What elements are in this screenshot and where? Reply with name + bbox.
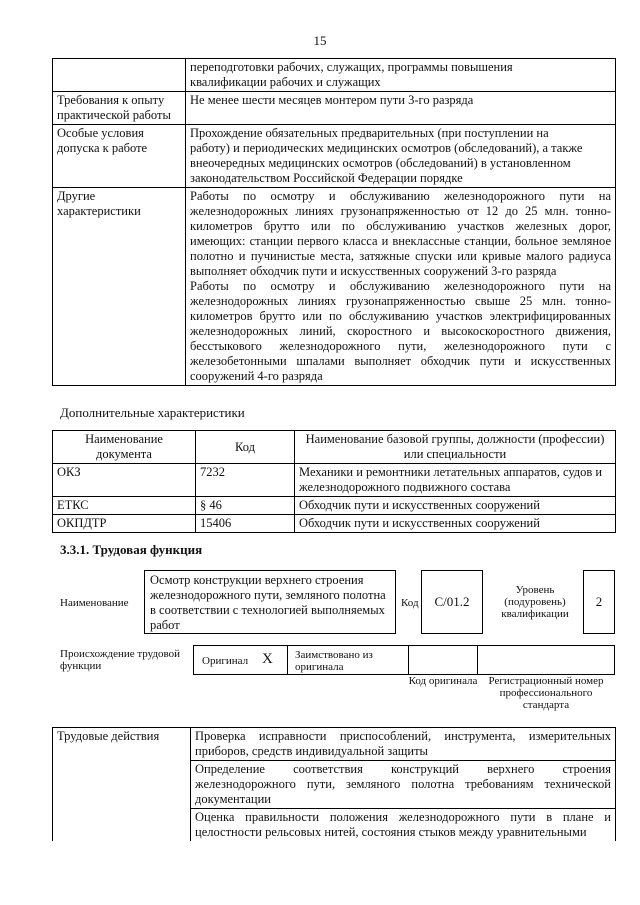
function-name-box	[144, 570, 396, 634]
original-mark: X	[262, 651, 273, 667]
additional-characteristics-table	[52, 430, 616, 533]
row-value: Не менее шести месяцев монтером пути 3-го разряда	[186, 92, 616, 125]
row-label: Другие характеристики	[53, 188, 186, 386]
borrowed-label: Заимствовано из оригинала	[295, 649, 373, 673]
additional-characteristics-title: Дополнительные характеристики	[60, 405, 245, 420]
labor-actions-table	[52, 727, 616, 841]
column-header: Наименование базовой группы, должности (профессии) или специальности	[295, 431, 616, 464]
row-value-line: внеочередных медицинских осмотров (обследований) в установленном	[190, 156, 571, 170]
column-header: Наименование документа	[53, 431, 196, 464]
qualification-requirements-table	[52, 58, 616, 386]
table-cell: § 46	[196, 497, 295, 515]
table-cell: 7232	[196, 464, 295, 497]
labor-action-item: Проверка исправности приспособлений, инструмента, измерительных приборов, средств индивидуальной защиты	[191, 728, 616, 761]
original-label: Оригинал	[202, 655, 249, 667]
table-cell: Механики и ремонтники летательных аппаратов, судов и железнодорожного подвижного состава	[295, 464, 616, 497]
original-box	[193, 645, 288, 675]
level-value: 2	[595, 594, 603, 609]
page-number: 15	[313, 33, 327, 48]
code-value: С/01.2	[434, 594, 470, 609]
table-cell: Обходчик пути и искусственных сооружений	[295, 497, 616, 515]
original-code-caption: Код оригинала	[408, 675, 478, 687]
labor-action-item: Определение соответствия конструкций верхнего строения железнодорожного пути, земляного полотна требованиям технической документации	[191, 761, 616, 809]
function-name-value: Осмотр конструкции верхнего строения железнодорожного пути, земляного полотна в соответствии с технологией выполняемых работ	[150, 573, 386, 632]
labor-actions-label: Трудовые действия	[53, 728, 191, 842]
row-value	[186, 59, 616, 92]
table-row	[53, 92, 616, 125]
labor-action-item: Оценка правильности положения железнодорожного пути в плане и целостности рельсовых нитей, состояния стыков между уравнительными	[191, 809, 616, 842]
level-box	[583, 570, 615, 634]
registration-number-box	[477, 645, 615, 675]
origin-label: Происхождение трудовой функции	[60, 648, 181, 672]
row-value-line: переподготовки рабочих, служащих, программы повышения	[190, 60, 513, 74]
original-code-box	[408, 645, 478, 675]
row-value-line: Прохождение обязательных предварительных (при поступлении на	[190, 126, 549, 140]
table-row	[53, 125, 616, 188]
column-header: Код	[196, 431, 295, 464]
row-paragraph: Работы по осмотру и обслуживанию железнодорожного пути на железнодорожных линиях грузонапряженностью свыше 25 млн. тонно-километров брутто или по обслуживанию участков электрифицированных железнодорожных линий, скоростного и высокоскоростного движения, бесстыкового железнодорожного пути, железнодорожного пути с железобетонными шпалами выполняет обходчик пути и искусственных сооружений 4-го разряда	[190, 279, 611, 383]
table-cell: Обходчик пути и искусственных сооружений	[295, 515, 616, 533]
section-title: 3.3.1. Трудовая функция	[60, 542, 203, 557]
table-row	[53, 497, 616, 515]
row-value	[186, 125, 616, 188]
borrowed-box	[287, 645, 409, 675]
function-name-label: Наименование	[60, 597, 129, 609]
row-value-line: законодательством Российской Федерации порядке	[190, 171, 463, 185]
table-cell: ОКПДТР	[53, 515, 196, 533]
row-label: Особые условия допуска к работе	[53, 125, 186, 188]
row-value-line: работу) и периодических медицинских осмотров (обследований), а также	[190, 141, 583, 155]
table-row	[53, 188, 616, 386]
row-label: Требования к опыту практической работы	[53, 92, 186, 125]
registration-number-caption: Регистрационный номер профессионального стандарта	[488, 675, 604, 711]
code-box	[421, 570, 483, 634]
table-cell: 15406	[196, 515, 295, 533]
row-paragraph: Работы по осмотру и обслуживанию железнодорожного пути на железнодорожных линиях грузонапряженностью от 12 до 25 млн. тонно-километров брутто или по обслуживанию участков железных дорог, имеющих: станции первого класса и внеклассные станции, больное земляное полотно и пучинистые места, затяжные спуски или кривые малого радиуса выполняет обходчик пути и искусственных сооружений 3-го разряда	[190, 189, 611, 278]
table-row	[53, 515, 616, 533]
table-row	[53, 59, 616, 92]
level-label: Уровень (подуровень) квалификации	[501, 584, 569, 620]
row-value-line: квалификации рабочих и служащих	[190, 75, 381, 89]
table-cell: ОКЗ	[53, 464, 196, 497]
row-label	[53, 59, 186, 92]
table-cell: ЕТКС	[53, 497, 196, 515]
row-value	[186, 188, 616, 386]
table-header-row	[53, 431, 616, 464]
table-row	[53, 464, 616, 497]
code-label: Код	[401, 597, 419, 609]
table-row	[53, 728, 616, 761]
